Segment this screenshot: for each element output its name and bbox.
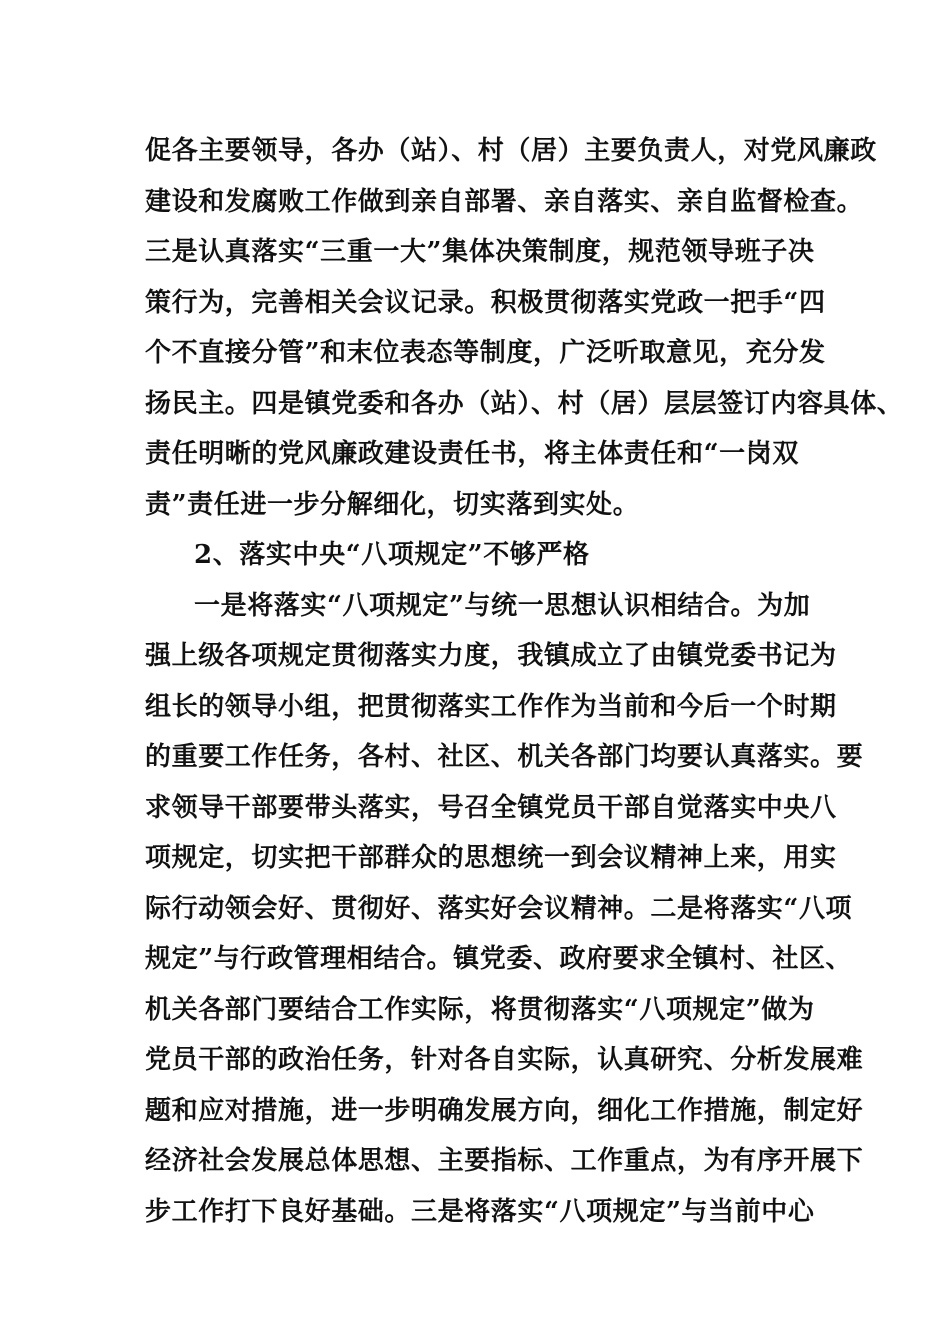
section-heading: 2、落实中央“八项规定”不够严格 [194,540,590,570]
text-line: 题和应对措施，进一步明确发展方向，细化工作措施，制定好 [145,1095,864,1126]
text-line: 策行为，完善相关会议记录。积极贯彻落实党政一把手“四 [145,287,826,318]
text-line: 个不直接分管”和末位表态等制度，广泛听取意见，充分发 [145,338,826,368]
text-line: 扬民主。四是镇党委和各办（站）、村（居）层层签订内容具体、 [145,388,904,419]
document-body [145,126,904,1237]
text-line: 责”责任进一步分解细化，切实落到实处。 [145,489,640,520]
text-line: 际行动领会好、贯彻好、落实好会议精神。二是将落实“八项 [145,893,853,924]
text-line: 项规定，切实把干部群众的思想统一到会议精神上来，用实 [145,843,837,873]
text-line: 机关各部门要结合工作实际，将贯彻落实“八项规定”做为 [145,994,815,1025]
text-line: 促各主要领导，各办（站）、村（居）主要负责人，对党风廉政 [145,136,877,166]
text-line: 求领导干部要带头落实，号召全镇党员干部自觉落实中央八 [145,792,837,823]
text-line: 步工作打下良好基础。三是将落实“八项规定”与当前中心 [145,1196,815,1227]
text-line: 规定”与行政管理相结合。镇党委、政府要求全镇村、社区、 [145,944,853,974]
text-line: 建设和发腐败工作做到亲自部署、亲自落实、亲自监督检查。 [145,186,864,217]
text-line: 经济社会发展总体思想、主要指标、工作重点，为有序开展下 [145,1146,864,1176]
paragraph-first-line: 一是将落实“八项规定”与统一思想认识相结合。为加 [194,590,811,621]
text-line: 的重要工作任务，各村、社区、机关各部门均要认真落实。要 [145,742,864,772]
text-line: 责任明晰的党风廉政建设责任书，将主体责任和“一岗双 [145,439,799,469]
text-line: 组长的领导小组，把贯彻落实工作作为当前和今后一个时期 [145,691,837,722]
text-line: 强上级各项规定贯彻落实力度，我镇成立了由镇党委书记为 [145,641,837,671]
text-line: 党员干部的政治任务，针对各自实际，认真研究、分析发展难 [145,1045,864,1075]
text-line: 三是认真落实“三重一大”集体决策制度，规范领导班子决 [145,237,815,267]
